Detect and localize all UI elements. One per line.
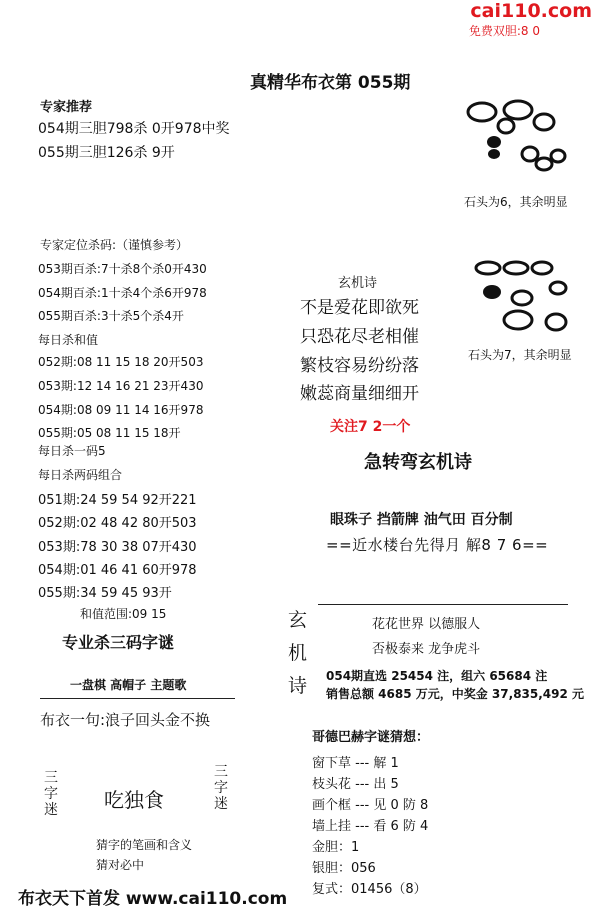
pro-riddle-subtitle: 一盘棋 高帽子 主题歌	[70, 678, 187, 692]
poem-line: 不是爱花即欲死	[300, 298, 419, 318]
stones-figure-seven	[470, 258, 590, 338]
position-kill-heading: 专家定位杀码:（谨慎参考）	[40, 238, 189, 252]
poem-line: 嫩蕊商量细细开	[300, 384, 419, 404]
godbach-heading: 哥德巴赫字谜猜想：	[312, 730, 430, 745]
riddle-side-label-right	[214, 764, 228, 812]
keywords: 眼珠子 挡箭牌 油气田 百分制	[330, 512, 513, 528]
position-kill-line: 053期百杀:7十杀8个杀0开430	[38, 262, 207, 276]
page-title: 真精华布衣第 055期	[250, 73, 411, 93]
riddle-side-char: 三	[44, 770, 58, 786]
riddle-side-char: 迷	[214, 796, 228, 812]
verse: ==近水楼台先得月 解8 7 6==	[326, 536, 549, 554]
position-kill-line: 054期百杀:1十杀4个杀6开978	[38, 286, 207, 300]
expert-line: 054期三胆798杀 0开978中奖	[38, 121, 230, 137]
xuanji-side-char: 机	[288, 642, 308, 664]
sum-kill-heading: 每日杀和值	[38, 333, 99, 347]
site-tagline: 免费双胆:8 0	[468, 24, 540, 38]
sales-line: 054期直选 25454 注，组六 65684 注	[326, 669, 548, 683]
two-kill-line: 054期:01 46 41 60开978	[38, 563, 197, 578]
buyi-line: 布衣一句:浪子回头金不换	[40, 711, 211, 729]
riddle-side-char: 迷	[44, 802, 58, 818]
godbach-line: 窗下草 --- 解 1	[312, 756, 399, 771]
xuanji-line: 花花世界 以德服人	[372, 617, 481, 632]
riddle-hint: 猜字的笔画和含义	[96, 838, 193, 852]
xuanji-side-char: 玄	[288, 609, 308, 631]
two-kill-heading: 每日杀两码组合	[38, 468, 123, 482]
two-kill-line: 052期:02 48 42 80开503	[38, 516, 197, 531]
poem-heading: 玄机诗	[338, 276, 378, 291]
position-kill-line: 055期百杀:3十杀5个杀4开	[38, 309, 184, 323]
godbach-line: 复式：01456（8）	[312, 882, 427, 897]
riddle-side-label-left	[44, 770, 58, 818]
godbach-line: 画个框 --- 见 0 防 8	[312, 798, 429, 813]
xuanji-line: 否极泰来 龙争虎斗	[372, 642, 481, 657]
stones-figure-six	[460, 96, 580, 176]
riddle-side-char: 字	[214, 780, 228, 796]
divider	[40, 698, 235, 699]
poem-line: 繁枝容易纷纷落	[300, 356, 419, 376]
godbach-line: 枝头花 --- 出 5	[312, 777, 399, 792]
two-kill-line: 051期:24 59 54 92开221	[38, 493, 197, 508]
sales-line: 销售总额 4685 万元，中奖金 37,835,492 元	[326, 687, 585, 701]
riddle-hint: 猜对必中	[96, 858, 145, 872]
two-kill-line: 053期:78 30 38 07开430	[38, 540, 197, 555]
godbach-line: 墙上挂 --- 看 6 防 4	[312, 819, 429, 834]
one-kill: 每日杀一码5	[38, 444, 106, 458]
riddle-side-char: 三	[214, 764, 228, 780]
expert-heading: 专家推荐	[40, 100, 93, 115]
sum-range: 和值范围:09 15	[80, 607, 167, 621]
godbach-line: 金胆：1	[312, 840, 360, 855]
divider	[318, 604, 568, 605]
pro-riddle-title: 专业杀三码字谜	[62, 633, 175, 652]
sharp-turn-heading: 急转弯玄机诗	[364, 452, 472, 473]
sum-kill-line: 052期:08 11 15 18 20开503	[38, 355, 204, 369]
riddle-side-char: 字	[44, 786, 58, 802]
xuanji-side-char: 诗	[288, 675, 308, 697]
sum-kill-line: 054期:08 09 11 14 16开978	[38, 403, 204, 417]
sum-kill-line: 053期:12 14 16 21 23开430	[38, 379, 204, 393]
riddle-main: 吃独食	[104, 788, 164, 812]
site-logo: cai110.com	[470, 0, 592, 22]
expert-line: 055期三胆126杀 9开	[38, 145, 175, 161]
stones-caption: 石头为6，其余明显	[464, 195, 568, 209]
footer-text: 布衣天下首发 www.cai110.com	[18, 889, 288, 909]
godbach-line: 银胆：056	[312, 861, 376, 876]
poem-line: 只恐花尽老相催	[300, 327, 419, 347]
sum-kill-line: 055期:05 08 11 15 18开	[38, 426, 181, 440]
stones-caption: 石头为7，其余明显	[468, 348, 572, 362]
focus-note: 关注7 2一个	[330, 419, 411, 435]
two-kill-line: 055期:34 59 45 93开	[38, 586, 172, 601]
xuanji-side-label	[288, 604, 307, 703]
